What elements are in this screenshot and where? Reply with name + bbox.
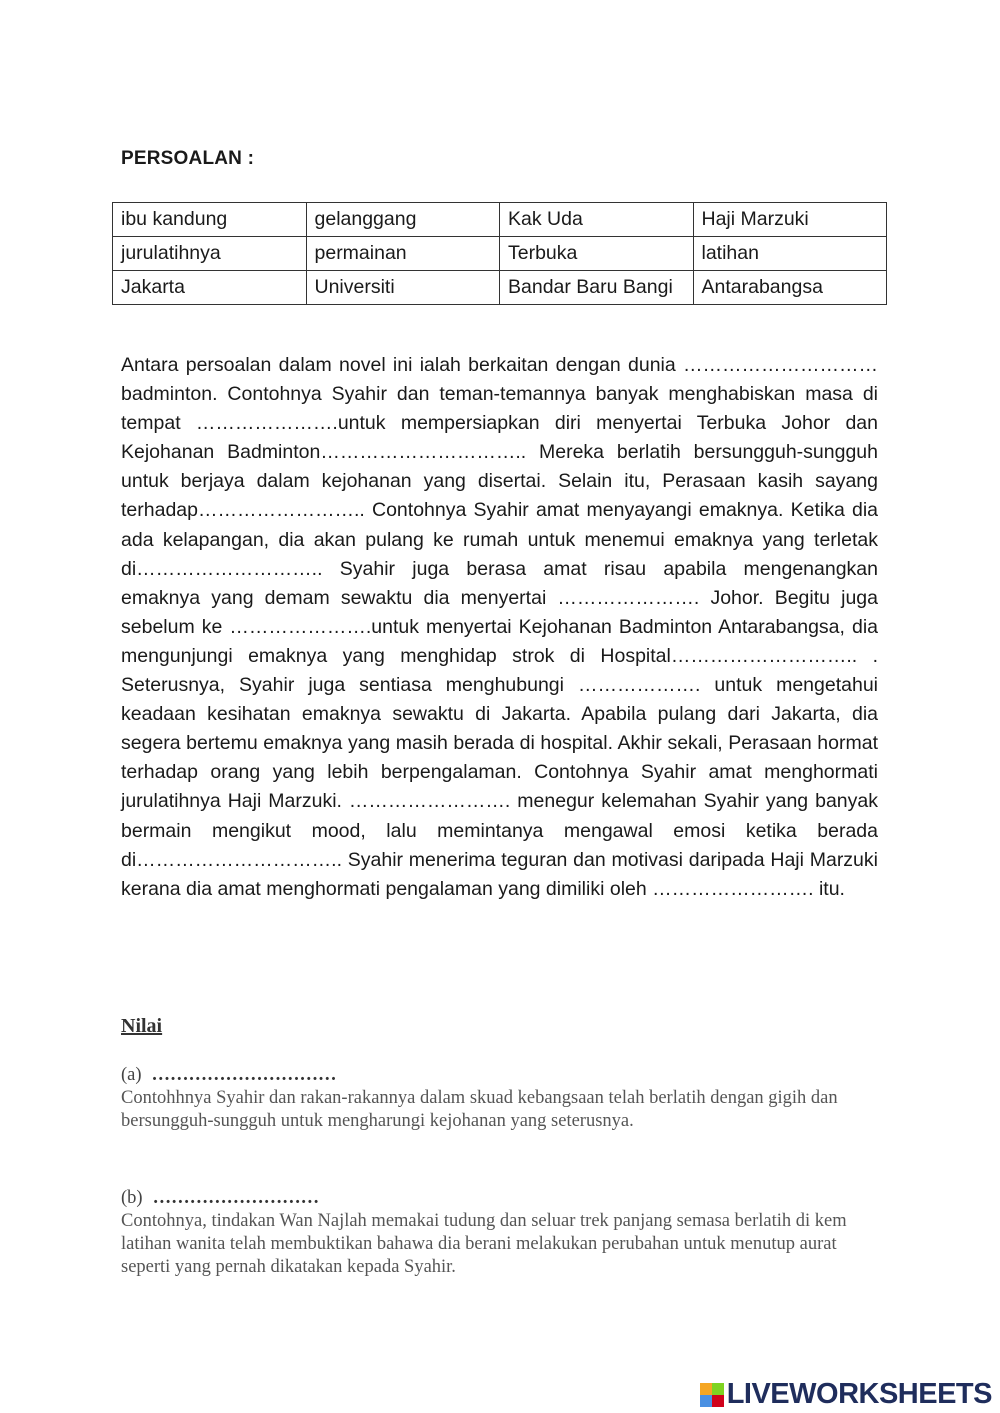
word-bank-cell: latihan bbox=[693, 237, 887, 271]
nilai-item-label: (a) bbox=[121, 1065, 142, 1085]
logo-square bbox=[700, 1383, 712, 1395]
logo-square bbox=[712, 1383, 724, 1395]
word-bank-cell: Kak Uda bbox=[500, 203, 694, 237]
nilai-item bbox=[121, 1064, 861, 1133]
nilai-item-blank[interactable]: ……………………… bbox=[152, 1188, 320, 1208]
word-bank-row bbox=[113, 271, 887, 305]
word-bank-cell: Bandar Baru Bangi bbox=[500, 271, 694, 305]
nilai-item bbox=[121, 1187, 861, 1279]
nilai-item-header bbox=[121, 1187, 861, 1210]
word-bank-cell: jurulatihnya bbox=[113, 237, 307, 271]
nilai-item-label: (b) bbox=[121, 1188, 143, 1208]
word-bank-cell: Universiti bbox=[306, 271, 500, 305]
word-bank-cell: Haji Marzuki bbox=[693, 203, 887, 237]
brand-name: LIVEWORKSHEETS bbox=[726, 1378, 992, 1410]
word-bank-cell: Terbuka bbox=[500, 237, 694, 271]
liveworksheets-brand[interactable] bbox=[700, 1378, 992, 1411]
word-bank-cell: Jakarta bbox=[113, 271, 307, 305]
persoalan-paragraph: Antara persoalan dalam novel ini ialah berkaitan dengan dunia ………………………… badminton. Contohnya Syahir dan teman-temannya banyak menghabiskan masa di tempat ………………….untuk mempersiapkan diri menyertai Terbuka Johor dan Kejohanan Badminton………………………….. Mereka berlatih bersungguh-sungguh untuk berjaya dalam kejohanan yang disertai. Selain itu, Perasaan kasih sayang terhadap…………………….. Contohnya Syahir amat menyayangi emaknya. Ketika dia ada kelapangan, dia akan pulang ke rumah untuk menemui emaknya yang terletak di……………………….. Syahir juga berasa amat risau apabila mengenangkan emaknya yang demam sewaktu dia menyertai …………………. Johor. Begitu juga sebelum ke ………………….untuk menyertai Kejohanan Badminton Antarabangsa, dia mengunjungi emaknya yang menghidap strok di Hospital……………………….. . Seterusnya, Syahir juga sentiasa menghubungi ………………. untuk mengetahui keadaan kesihatan emaknya sewaktu di Jakarta. Apabila pulang dari Jakarta, dia segera bertemu emaknya yang masih berada di hospital. Akhir sekali, Perasaan hormat terhadap orang yang lebih berpengalaman. Contohnya Syahir amat menghormati jurulatihnya Haji Marzuki. ……………………. menegur kelemahan Syahir yang banyak bermain mengikut mood, lalu memintanya mengawal emosi ketika berada di………………………….. Syahir menerima teguran dan motivasi daripada Haji Marzuki kerana dia amat menghormati pengalaman yang dimiliki oleh ……………………. itu. bbox=[121, 354, 878, 900]
nilai-item-blank[interactable]: ………………………… bbox=[151, 1065, 337, 1085]
nilai-item-text: Contohnya, tindakan Wan Najlah memakai tudung dan seluar trek panjang semasa berlatih di kem latihan wanita telah membuktikan bahawa dia berani melakukan perubahan untuk menutup aurat seperti yang pernah dikatakan kepada Syahir. bbox=[121, 1211, 847, 1277]
word-bank-row bbox=[113, 203, 887, 237]
word-bank-cell: Antarabangsa bbox=[693, 271, 887, 305]
word-bank-cell: ibu kandung bbox=[113, 203, 307, 237]
liveworksheets-logo-icon bbox=[700, 1383, 724, 1407]
logo-square bbox=[700, 1395, 712, 1407]
logo-square bbox=[712, 1395, 724, 1407]
word-bank-cell: permainan bbox=[306, 237, 500, 271]
nilai-heading: Nilai bbox=[121, 1015, 163, 1037]
word-bank-cell: gelanggang bbox=[306, 203, 500, 237]
word-bank-table bbox=[112, 202, 887, 305]
word-bank-row bbox=[113, 237, 887, 271]
nilai-item-header bbox=[121, 1064, 861, 1087]
nilai-item-text: Contohhnya Syahir dan rakan-rakannya dalam skuad kebangsaan telah berlatih dengan gigih dan bersungguh-sungguh untuk mengharungi kejohanan yang seterusnya. bbox=[121, 1088, 838, 1131]
section-title: PERSOALAN : bbox=[121, 148, 255, 169]
